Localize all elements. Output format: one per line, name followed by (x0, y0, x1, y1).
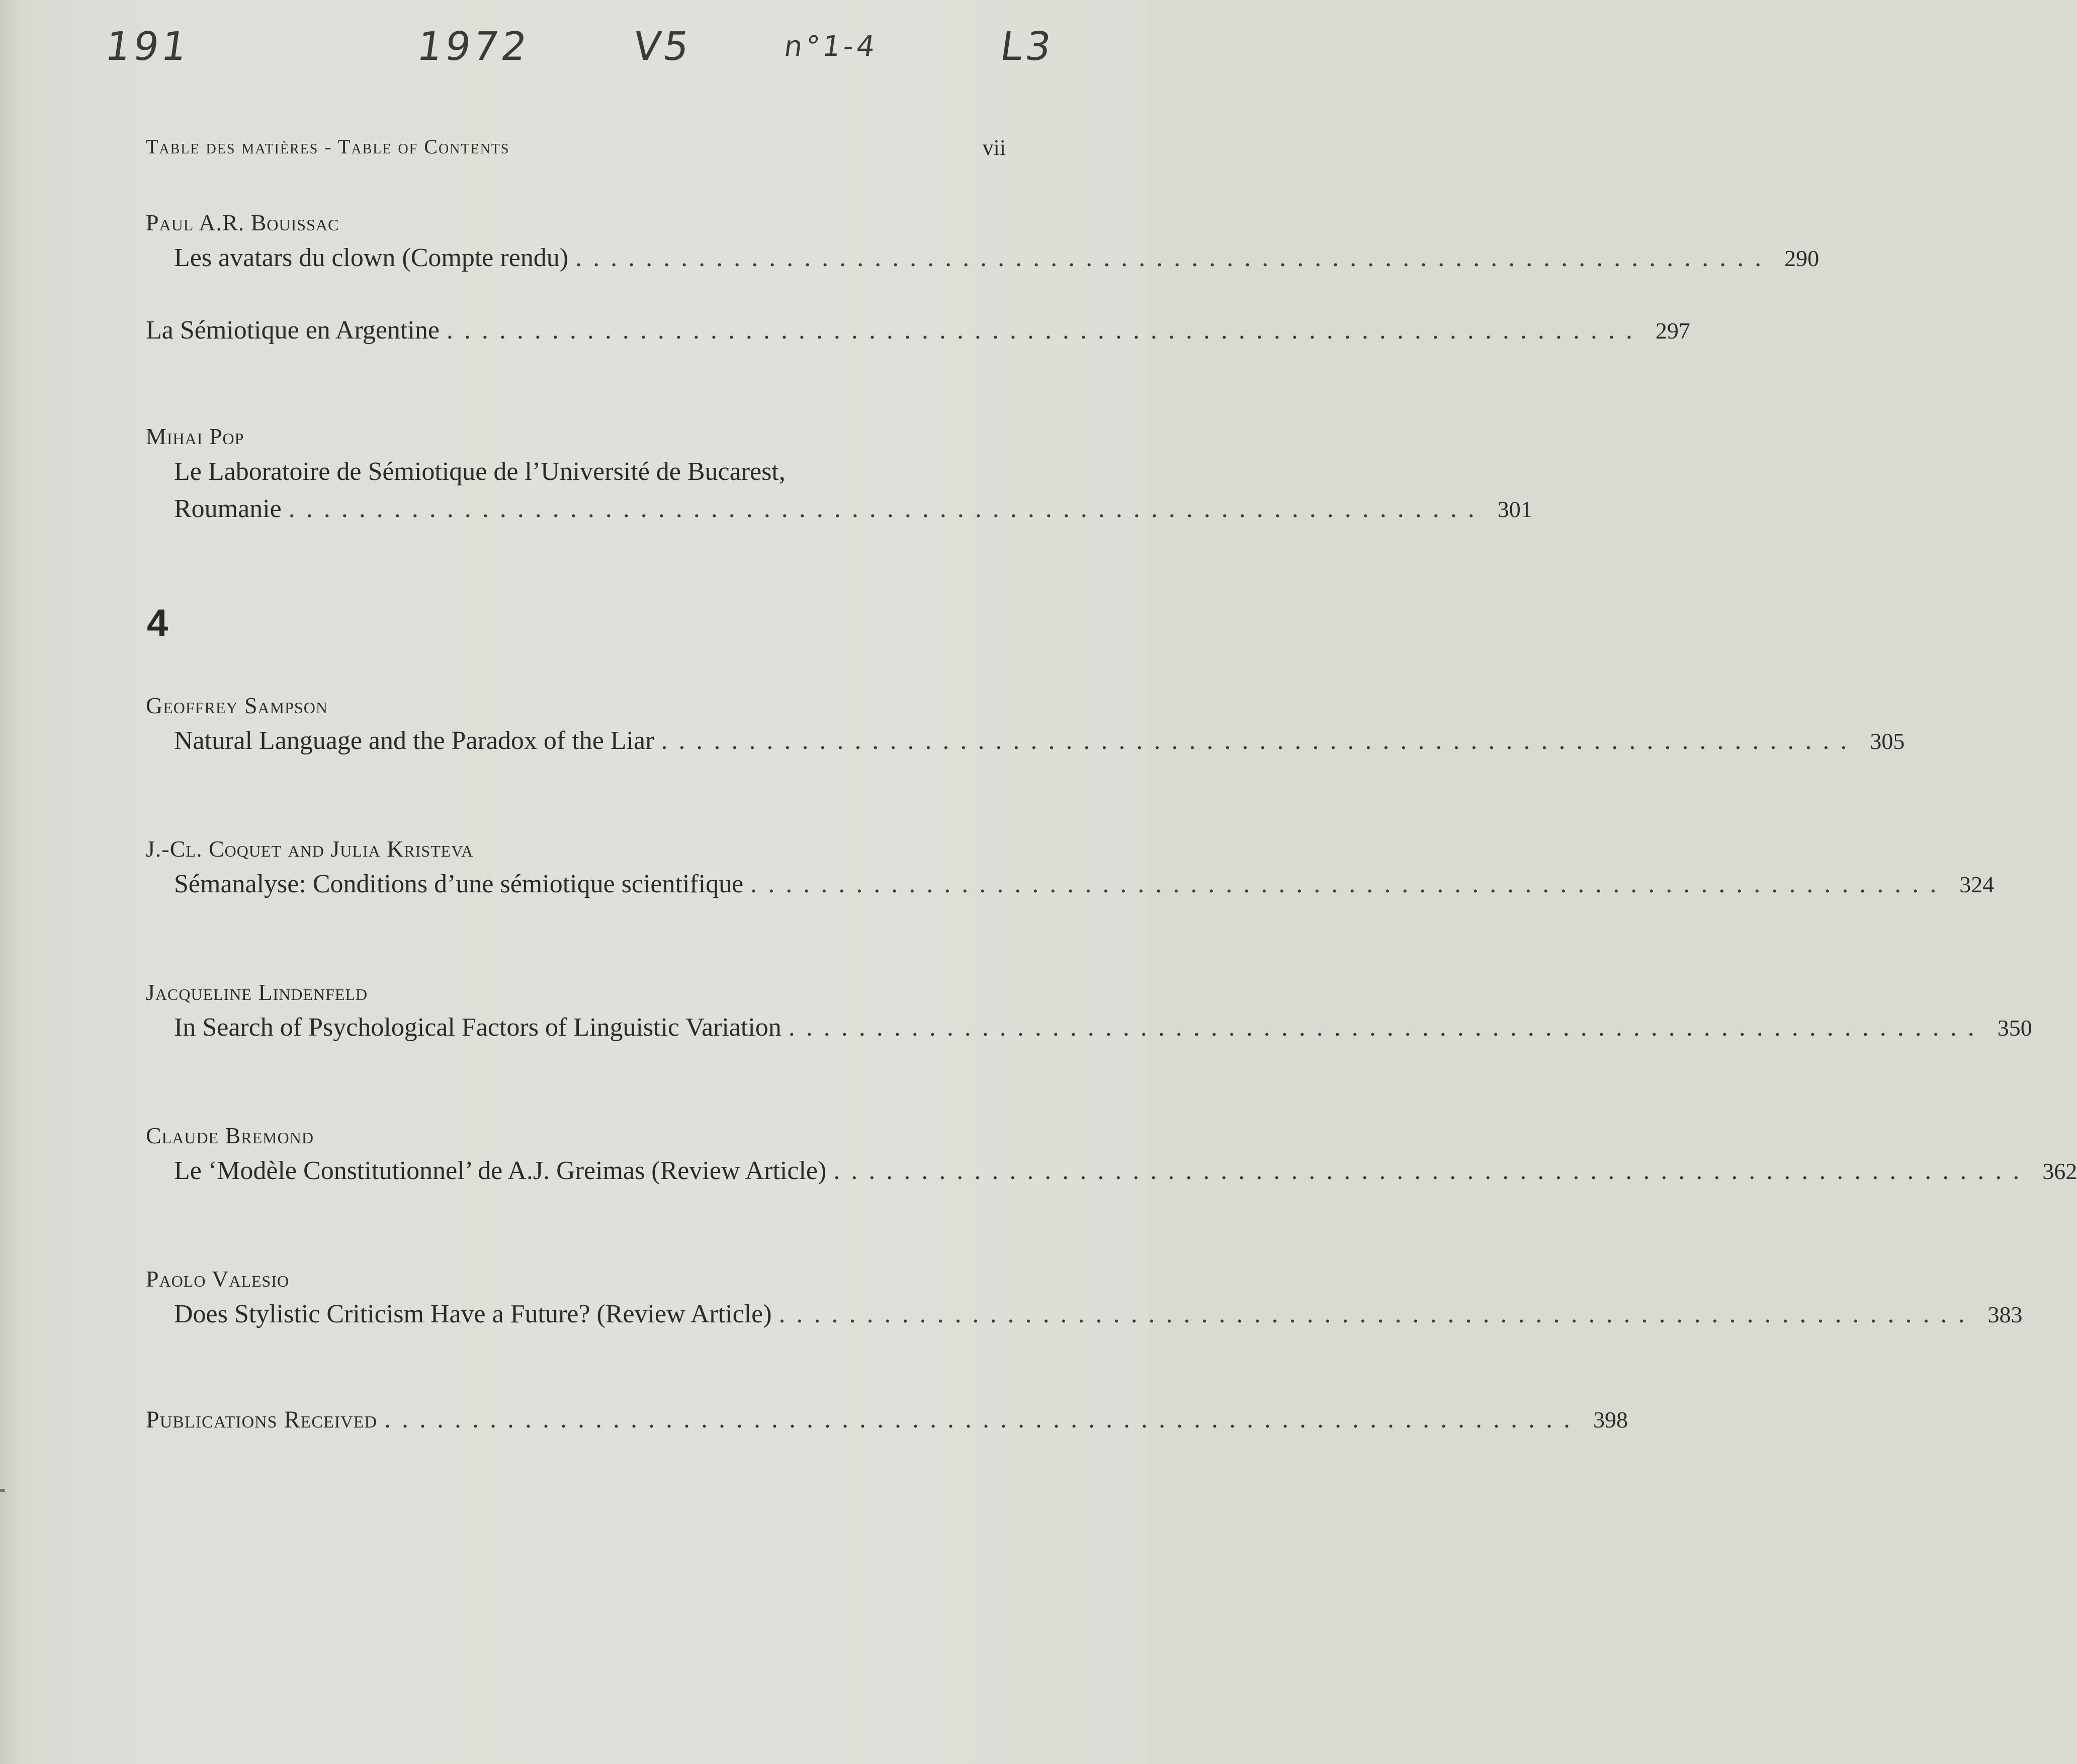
dot-leader: .................................................................... (384, 1405, 1582, 1434)
handwritten-note-number: 191 (102, 24, 193, 69)
toc-title-row (146, 866, 1995, 903)
toc-entry[interactable] (146, 312, 1690, 350)
toc-author: Jacqueline Lindenfeld (146, 979, 368, 1005)
toc-title-row (146, 1152, 2077, 1190)
toc-page-number: 398 (1593, 1407, 1628, 1433)
toc-title-row (146, 1009, 2032, 1047)
dot-leader: .................................................................... (788, 1013, 1985, 1042)
toc-page-number: 305 (1870, 728, 1905, 754)
toc-author: Paul A.R. Bouissac (146, 210, 339, 235)
dot-leader: .................................................................... (778, 1300, 1976, 1328)
toc-author: Paolo Valesio (146, 1266, 290, 1292)
toc-page-number: 324 (1959, 872, 1995, 897)
toc-title: Does Stylistic Criticism Have a Future? (Review Article) (174, 1300, 772, 1328)
toc-page-number: 290 (1784, 245, 1820, 271)
section-number: 4 (147, 602, 168, 644)
toc-title: Roumanie (174, 494, 282, 523)
toc-title-line: Le Laboratoire de Sémiotique de l’Université de Bucarest, (174, 457, 786, 486)
toc-page-number: 301 (1497, 496, 1532, 522)
toc-title: In Search of Psychological Factors of Linguistic Variation (174, 1013, 782, 1042)
handwritten-note-code: L3 (997, 24, 1057, 69)
handwritten-note-volume: V5 (630, 24, 695, 69)
toc-title-row (146, 1401, 1628, 1439)
toc-page-number: 383 (1987, 1302, 2023, 1327)
dot-leader: .................................................................... (575, 243, 1773, 272)
toc-entry[interactable] (146, 206, 1820, 277)
toc-page-number: 362 (2042, 1158, 2077, 1184)
toc-entry[interactable] (146, 689, 1905, 760)
dot-leader: .................................................................... (446, 316, 1643, 345)
toc-author: J.-Cl. Coquet and Julia Kristeva (146, 836, 474, 862)
toc-title-row (146, 722, 1905, 760)
dot-leader: .................................................................... (661, 726, 1858, 755)
margin-mark (0, 1489, 5, 1492)
toc-title: La Sémiotique en Argentine (146, 316, 440, 345)
handwritten-note-issues: n°1-4 (782, 30, 880, 63)
dot-leader: .................................................................... (750, 870, 1948, 898)
toc-page-number: 350 (1997, 1015, 2032, 1041)
toc-author: Geoffrey Sampson (146, 693, 328, 718)
toc-entry[interactable] (146, 1119, 2077, 1190)
toc-entry[interactable] (146, 832, 1995, 903)
toc-title-row (146, 1296, 2023, 1333)
toc-entry[interactable] (146, 420, 1532, 528)
toc-title: Sémanalyse: Conditions d’une sémiotique scientifique (174, 870, 744, 898)
toc-title-row (146, 312, 1690, 350)
toc-author: Claude Bremond (146, 1123, 314, 1148)
toc-page-number: 297 (1655, 318, 1690, 344)
dot-leader: .................................................................... (833, 1156, 2031, 1185)
handwritten-note-year: 1972 (414, 24, 533, 69)
dot-leader: .................................................................... (288, 494, 1486, 523)
running-head-page-number: vii (982, 135, 1006, 160)
toc-title: Natural Language and the Paradox of the Liar (174, 726, 654, 755)
toc-entry[interactable] (146, 976, 2032, 1047)
toc-entry[interactable] (146, 1401, 1628, 1439)
toc-title: Le ‘Modèle Constitutionnel’ de A.J. Greimas (Review Article) (174, 1156, 827, 1185)
toc-title-row (146, 239, 1820, 277)
toc-title: Publications Received (146, 1406, 378, 1433)
toc-title-row (146, 490, 1532, 528)
toc-title: Les avatars du clown (Compte rendu) (174, 243, 569, 272)
running-head-title: Table des matières - Table of Contents (146, 135, 510, 158)
toc-author: Mihai Pop (146, 424, 244, 449)
toc-entry[interactable] (146, 1263, 2023, 1333)
